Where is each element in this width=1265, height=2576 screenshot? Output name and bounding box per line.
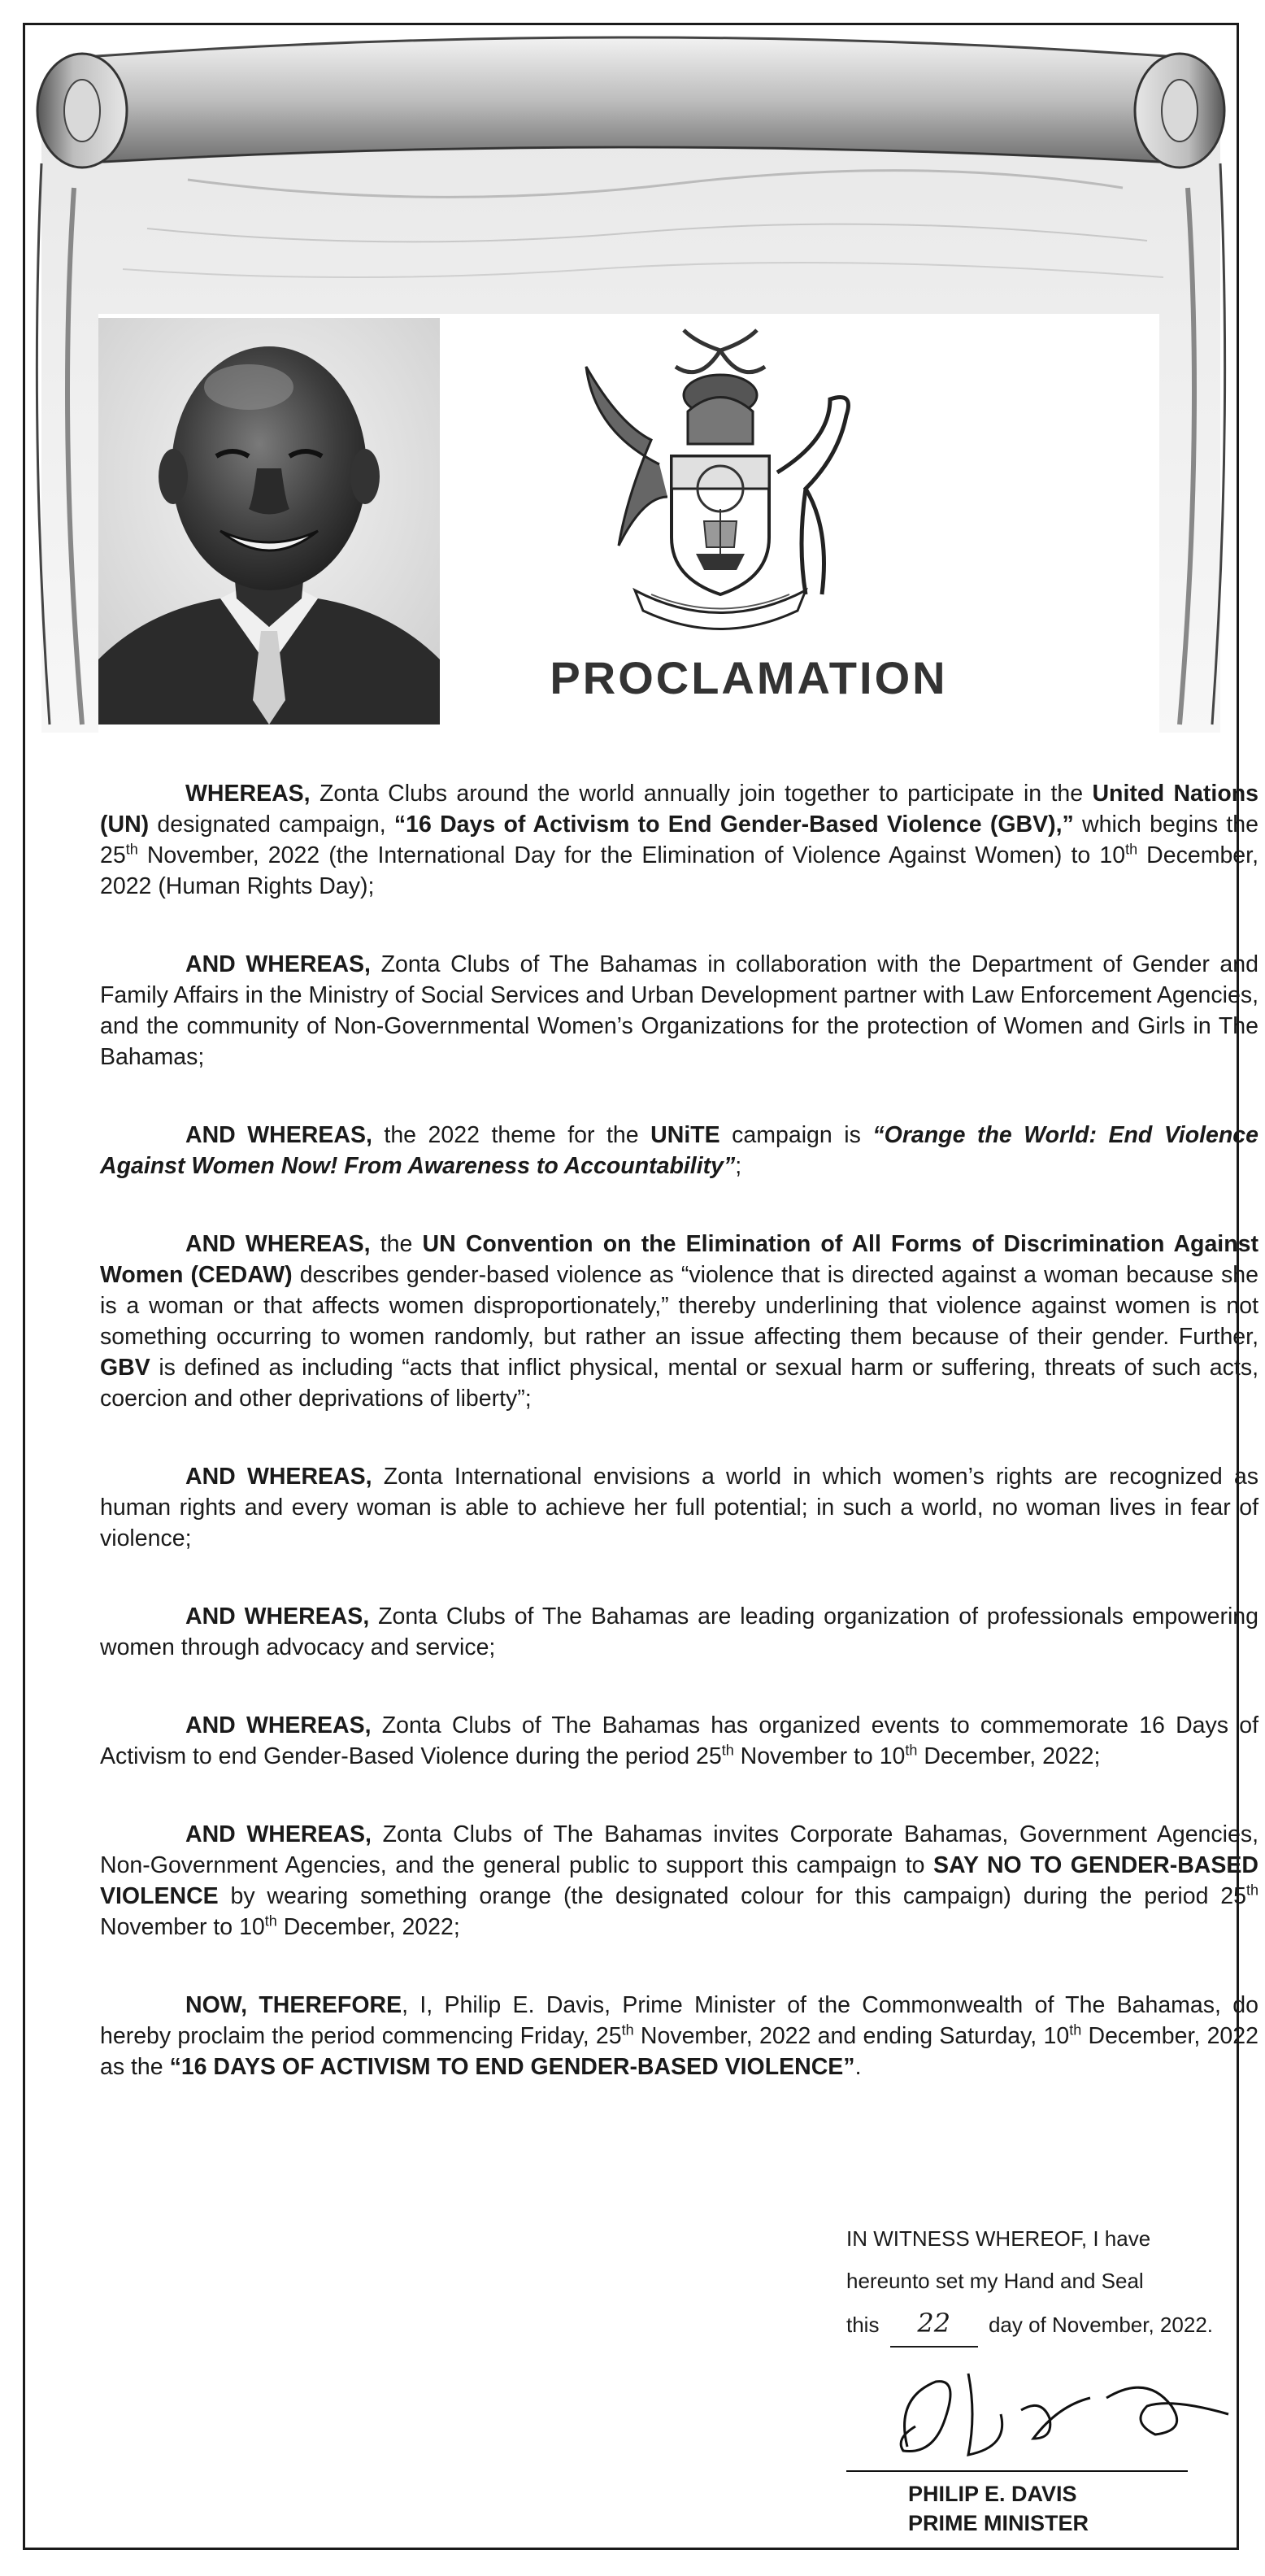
proclamation-page [23, 23, 1259, 2550]
signatory-block [908, 2479, 1089, 2538]
paragraph-text: Zonta Clubs of The Bahamas are leading organization of professionals empowering women through advocacy and service; [100, 1603, 1258, 1660]
witness-prefix: this [846, 2313, 880, 2337]
page-title: PROCLAMATION [550, 652, 948, 703]
whereas-paragraph [100, 1710, 1258, 1772]
paragraph-text: December, 2022; [276, 1914, 460, 1940]
signatory-name: PHILIP E. DAVIS [908, 2482, 1077, 2506]
coat-of-arms-icon [562, 334, 879, 627]
emphasis-text: AND WHEREAS, [185, 1231, 371, 1257]
paragraph-text: November to 10 [733, 1743, 906, 1769]
witness-line-1: IN WITNESS WHEREOF, I have [846, 2226, 1151, 2251]
paragraph-text: is defined as including “acts that inflict physical, mental or sexual harm or suffering, threats of such acts, coercion and other deprivations of liberty”; [100, 1355, 1258, 1412]
whereas-paragraph [100, 1601, 1258, 1663]
paragraph-text: December, 2022; [917, 1743, 1101, 1769]
emphasis-text: NOW, THEREFORE [185, 1992, 402, 2018]
whereas-paragraph [100, 1120, 1258, 1181]
paragraph-text: Zonta International envisions a world in which women’s rights are recognized as human rights and every woman is able to achieve her full potential; in such a world, no woman lives in fear of violence; [100, 1464, 1258, 1551]
paragraph-text: . [854, 2054, 862, 2080]
signature-icon [846, 2349, 1245, 2479]
whereas-paragraph [100, 1990, 1258, 2082]
paragraph-text: describes gender-based violence as “violence that is directed against a woman because she is a woman or that affects women disproportionately,” thereby underlining that violence against women is not something occurring to women randomly, but rather an issue affecting them because of their gender. Further, [100, 1262, 1258, 1350]
emphasis-text: WHEREAS, [185, 781, 311, 807]
whereas-paragraph [100, 778, 1258, 902]
whereas-paragraph [100, 1461, 1258, 1554]
ordinal-suffix: th [905, 1742, 918, 1759]
emphasis-text: “Orange the World: End Violence Against Women Now! From Awareness to Accountability” [100, 1122, 1258, 1179]
paragraph-text: campaign is [719, 1122, 873, 1148]
paragraph-text: designated campaign, [149, 812, 394, 838]
emphasis-text: AND WHEREAS, [185, 1821, 372, 1847]
emphasis-text: UN Convention on the Elimination of All Forms of Discrimination Against Women (CEDAW) [100, 1231, 1258, 1288]
day-value: 22 [917, 2308, 951, 2339]
paragraph-text: Zonta Clubs around the world annually join together to participate in the [310, 781, 1093, 807]
paragraph-text: the [370, 1231, 423, 1257]
emphasis-text: “16 DAYS OF ACTIVISM TO END GENDER-BASED VIOLENCE” [169, 2054, 855, 2080]
day-field [890, 2302, 978, 2348]
witness-block [846, 2217, 1237, 2348]
witness-line-3 [846, 2302, 1237, 2348]
whereas-paragraph [100, 1819, 1258, 1943]
paragraph-text: Zonta Clubs of The Bahamas in collaboration with the Department of Gender and Family Affairs in the Ministry of Social Services and Urban Development partner with Law Enforcement Agencies, and the community of Non-Governmental Women’s Organizations for the protection of Women and Girls in The Bahamas; [100, 951, 1258, 1070]
ordinal-suffix: th [1125, 841, 1138, 858]
paragraph-text: ; [735, 1153, 742, 1179]
ordinal-suffix: th [1069, 2021, 1082, 2039]
whereas-paragraph [100, 949, 1258, 1073]
paragraph-text: November, 2022 and ending Saturday, 10 [633, 2023, 1070, 2049]
witness-line-2: hereunto set my Hand and Seal [846, 2269, 1144, 2293]
ordinal-suffix: th [721, 1742, 734, 1759]
ordinal-suffix: th [125, 841, 138, 858]
paragraph-text: , I, Philip E. Davis, Prime Minister of the Commonwealth of The Bahamas, do hereby proclaim the period commencing Friday, 25 [100, 1992, 1258, 2049]
emphasis-text: SAY NO TO GENDER-BASED VIOLENCE [100, 1852, 1258, 1909]
paragraph-text: which begins the 25 [100, 812, 1259, 868]
signatory-title: PRIME MINISTER [908, 2511, 1089, 2535]
emphasis-text: AND WHEREAS, [185, 1122, 372, 1148]
emphasis-text: United Nations (UN) [100, 781, 1258, 838]
emphasis-text: AND WHEREAS, [185, 1464, 372, 1490]
ordinal-suffix: th [621, 2021, 634, 2039]
emphasis-text: AND WHEREAS, [185, 951, 371, 977]
emphasis-text: UNiTE [650, 1122, 720, 1148]
paragraph-text: November, 2022 (the International Day for the Elimination of Violence Against Women) to 10 [137, 842, 1126, 868]
proclamation-body [100, 778, 1258, 2130]
ordinal-suffix: th [1245, 1882, 1258, 1899]
witness-suffix: day of November, 2022. [988, 2313, 1213, 2337]
paragraph-text: Zonta Clubs of The Bahamas invites Corporate Bahamas, Government Agencies, Non-Government Agencies, and the general public to support this campaign to [100, 1821, 1258, 1878]
portrait-photo-icon [98, 318, 440, 724]
emphasis-text: AND WHEREAS, [185, 1712, 372, 1738]
whereas-paragraph [100, 1229, 1258, 1414]
paragraph-text: the 2022 theme for the [372, 1122, 651, 1148]
ordinal-suffix: th [264, 1912, 277, 1930]
paragraph-text: December, 2022 (Human Rights Day); [100, 842, 1258, 899]
emphasis-text: AND WHEREAS, [185, 1603, 370, 1630]
paragraph-text: by wearing something orange (the designated colour for this campaign) during the period 25 [218, 1883, 1246, 1909]
emphasis-text: GBV [100, 1355, 150, 1381]
paragraph-text: November to 10 [100, 1914, 265, 1940]
paragraph-text: Zonta Clubs of The Bahamas has organized events to commemorate 16 Days of Activism to end Gender-Based Violence during the period 25 [100, 1712, 1259, 1769]
paragraph-text: December, 2022 as the [100, 2023, 1258, 2080]
emphasis-text: “16 Days of Activism to End Gender-Based Violence (GBV),” [393, 812, 1074, 838]
